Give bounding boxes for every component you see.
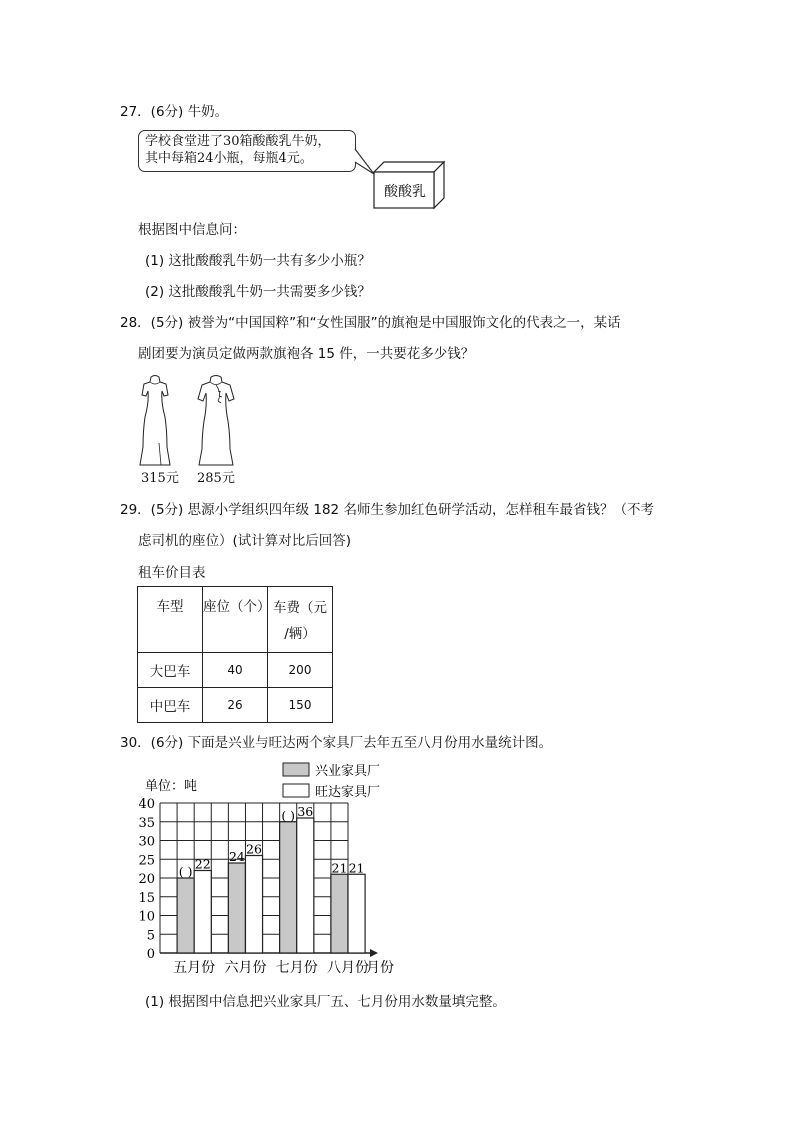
bar-data-label: 26 — [246, 841, 262, 857]
bar-wangda — [297, 818, 314, 953]
x-tick-label: 六月份 — [224, 960, 267, 976]
bar-wangda — [245, 856, 262, 954]
y-tick-label: 35 — [138, 815, 155, 831]
qipao-dress-1-icon — [134, 373, 176, 467]
box-label: 酸酸乳 — [384, 184, 426, 200]
bubble-line-2: 其中每箱24小瓶，每瓶4元。 — [145, 151, 313, 166]
legend-swatch-wangda — [283, 784, 309, 797]
q27-prompt: 根据图中信息问： — [138, 222, 246, 238]
bar-data-label: 21 — [348, 860, 365, 876]
chart-unit-label: 单位：吨 — [145, 779, 198, 794]
header-fee-line-2: /辆） — [284, 626, 316, 642]
price-table — [137, 586, 333, 723]
y-tick-label: 0 — [146, 947, 155, 962]
q30-sub1: (1) 根据图中信息把兴业家具厂五、七月份用水数量填完整。 — [145, 994, 506, 1010]
bar-data-label: ( ) — [281, 807, 296, 823]
bubble-line-1: 学校食堂进了30箱酸酸乳牛奶， — [145, 134, 331, 149]
q27-sub2: (2) 这批酸酸乳牛奶一共需要多少钱？ — [145, 284, 371, 300]
header-seats: 座位（个） — [203, 587, 268, 653]
legend-label-xingye: 兴业家具厂 — [315, 764, 381, 779]
row-2-fee: 150 — [268, 688, 333, 723]
legend-swatch-xingye — [283, 763, 309, 776]
q28-line1: 28．(5分) 被誉为“中国国粹”和“女性国服”的旗袍是中国服饰文化的代表之一，某话 — [120, 315, 621, 331]
speech-bubble — [138, 130, 356, 172]
bar-xingye — [177, 878, 194, 953]
x-tick-label: 七月份 — [275, 960, 318, 976]
table-row — [138, 688, 333, 723]
bar-xingye — [331, 874, 348, 953]
bar-data-label: 24 — [228, 849, 245, 864]
q27-sub1: (1) 这批酸酸乳牛奶一共有多少小瓶？ — [145, 253, 371, 269]
water-usage-chart — [120, 760, 420, 980]
bar-data-label: 22 — [194, 856, 211, 872]
q27-title: 27．(6分) 牛奶。 — [120, 104, 229, 120]
price-table-title: 租车价目表 — [138, 565, 206, 581]
y-tick-label: 30 — [138, 834, 155, 850]
q28-line2: 剧团要为演员定做两款旗袍各 15 件，一共要花多少钱？ — [138, 346, 475, 362]
q30-title: 30．(6分) 下面是兴业与旺达两个家具厂去年五至八月份用水量统计图。 — [120, 735, 553, 751]
dress-1-price: 315元 — [141, 471, 179, 486]
row-1-seats: 40 — [203, 653, 268, 688]
q29-line1: 29．(5分) 思源小学组织四年级 182 名师生参加红色研学活动，怎样租车最省钱？（不考 — [120, 502, 654, 518]
qipao-dress-2-icon — [192, 373, 240, 467]
row-1-fee: 200 — [268, 653, 333, 688]
table-header-row — [138, 587, 333, 653]
row-1-type: 大巴车 — [138, 653, 203, 688]
table-row — [138, 653, 333, 688]
header-fee — [268, 587, 333, 653]
y-tick-label: 20 — [138, 872, 155, 887]
q29-line2: 虑司机的座位）(试计算对比后回答) — [138, 533, 352, 549]
legend-label-wangda: 旺达家具厂 — [315, 785, 381, 800]
row-2-type: 中巴车 — [138, 688, 203, 723]
x-axis-arrow-icon — [370, 949, 378, 957]
bar-data-label: 36 — [297, 804, 314, 819]
y-tick-label: 5 — [146, 928, 155, 944]
x-tick-label: 五月份 — [173, 960, 216, 976]
header-fee-line-1: 车费（元 — [273, 600, 327, 616]
bar-xingye — [280, 822, 297, 953]
bar-wangda — [194, 871, 211, 954]
y-tick-label: 25 — [138, 853, 155, 869]
row-2-seats: 26 — [203, 688, 268, 723]
y-tick-label: 40 — [138, 797, 155, 812]
header-type: 车型 — [138, 587, 203, 653]
bar-data-label: ( ) — [178, 864, 193, 879]
x-tick-label: 八月份 — [327, 960, 369, 976]
bar-xingye — [228, 863, 245, 953]
x-axis-label: 月份 — [366, 960, 394, 976]
bar-wangda — [348, 874, 365, 953]
y-tick-label: 15 — [138, 890, 155, 906]
dress-2-price: 285元 — [197, 471, 235, 486]
y-tick-label: 10 — [138, 909, 155, 925]
bar-data-label: 21 — [331, 860, 348, 876]
